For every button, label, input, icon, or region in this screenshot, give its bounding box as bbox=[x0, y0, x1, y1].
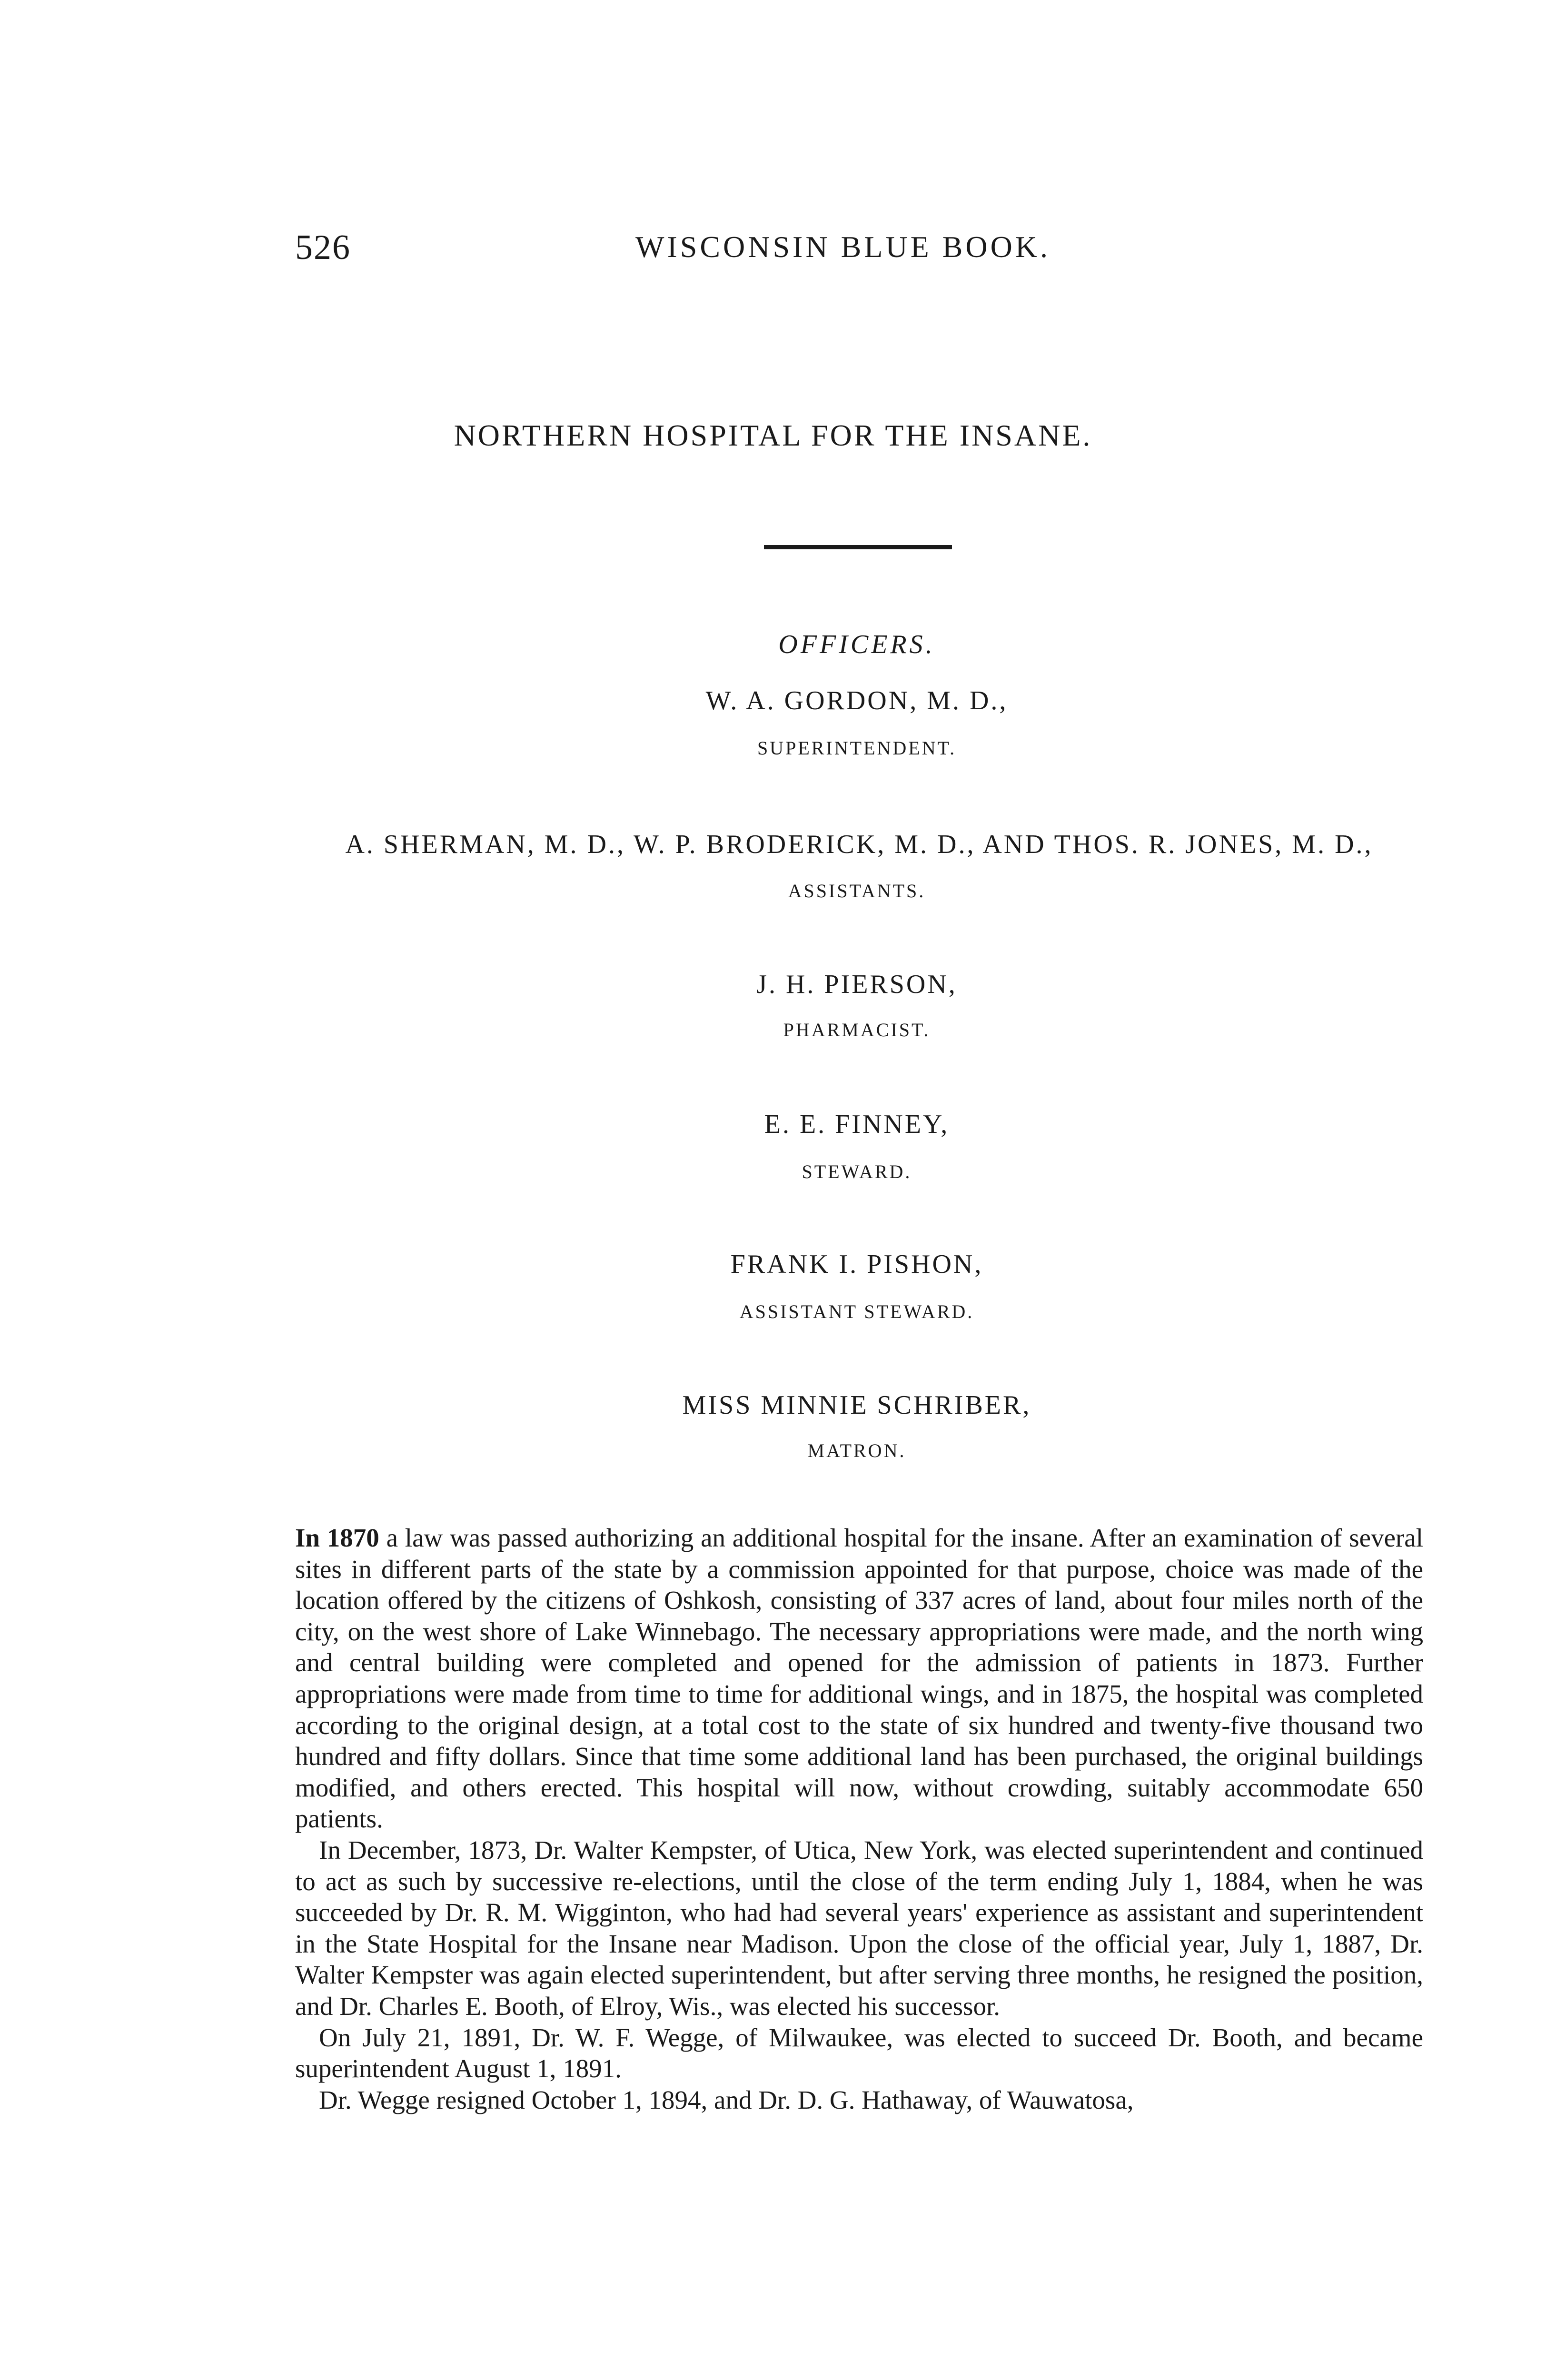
section-title: NORTHERN HOSPITAL FOR THE INSANE. bbox=[454, 418, 1092, 452]
paragraph-text: In December, 1873, Dr. Walter Kempster, of Utica, New York, was elected superintendent and continued to act as such by successive re-elections, until the close of the term ending July 1, 1884, when he was succeeded by Dr. R. M. Wigginton, who had had several years' experience as assistant and superintendent in the State Hospital for the Insane near Madison. Upon the close of the official year, July 1, 1887, Dr. Walter Kempster was again elected superintendent, but after serving three months, he resigned the position, and Dr. Charles E. Booth, of Elroy, Wis., was elected his successor. bbox=[295, 1835, 1423, 2021]
officer-role: PHARMACIST. bbox=[783, 1019, 931, 1041]
officer-name: MISS MINNIE SCHRIBER, bbox=[682, 1390, 1031, 1420]
running-title: WISCONSIN BLUE BOOK. bbox=[635, 230, 1050, 264]
paragraph-lead: In 1870 bbox=[295, 1523, 379, 1552]
officer-name: A. SHERMAN, M. D., W. P. BRODERICK, M. D., AND THOS. R. JONES, M. D., bbox=[345, 830, 1373, 859]
officer-name: W. A. GORDON, M. D., bbox=[705, 686, 1008, 715]
paragraph bbox=[295, 2022, 1423, 2084]
page-number: 526 bbox=[295, 228, 351, 267]
paragraph-text: On July 21, 1891, Dr. W. F. Wegge, of Milwaukee, was elected to succeed Dr. Booth, and became superintendent August 1, 1891. bbox=[295, 2023, 1423, 2083]
officer-role: MATRON. bbox=[807, 1440, 906, 1461]
body-text bbox=[295, 1522, 1423, 2115]
officer-name: E. E. FINNEY, bbox=[764, 1110, 950, 1139]
paragraph-text: a law was passed authorizing an additional hospital for the insane. After an examination of several sites in different parts of the state by a commission appointed for that purpose, choice was made of the location offered by the citizens of Oshkosh, consisting of 337 acres of land, about four miles north of the city, on the west shore of Lake Winnebago. The necessary appropriations were made, and the north wing and central building were completed and opened for the admission of patients in 1873. Further appropriations were made from time to time for additional wings, and in 1875, the hospital was completed according to the original design, at a total cost to the state of six hundred and twenty-five thousand two hundred and fifty dollars. Since that time some additional land has been purchased, the original buildings modified, and others erected. This hospital will now, without crowding, suitably accommodate 650 patients. bbox=[295, 1523, 1423, 1834]
officers-heading: OFFICERS. bbox=[778, 630, 935, 659]
officer-name: FRANK I. PISHON, bbox=[730, 1250, 983, 1279]
paragraph bbox=[295, 2084, 1423, 2116]
officer-role: SUPERINTENDENT. bbox=[757, 737, 957, 759]
paragraph-text: Dr. Wegge resigned October 1, 1894, and Dr. D. G. Hathaway, of Wauwatosa, bbox=[319, 2085, 1134, 2114]
title-rule bbox=[764, 545, 952, 549]
officer-role: STEWARD. bbox=[802, 1161, 912, 1182]
officer-role: ASSISTANTS. bbox=[788, 880, 926, 902]
officer-name: J. H. PIERSON, bbox=[756, 970, 957, 999]
paragraph bbox=[295, 1835, 1423, 2022]
paragraph bbox=[295, 1522, 1423, 1835]
officer-role: ASSISTANT STEWARD. bbox=[739, 1301, 974, 1322]
